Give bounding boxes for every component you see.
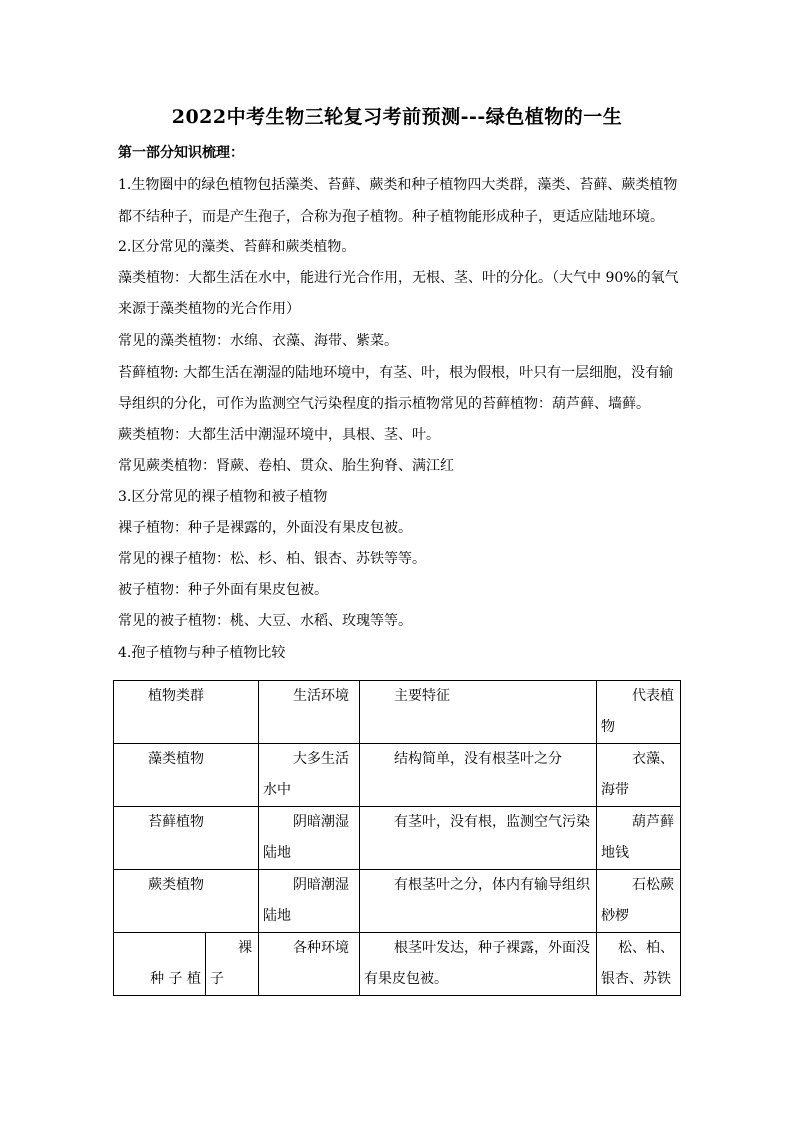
cell-habitat <box>259 744 360 807</box>
cell-group: 苔藓植物 <box>114 807 259 870</box>
header-group-label: 植物类群 <box>148 688 204 704</box>
paragraph-line: 常见的被子植物：桃、大豆、水稻、玫瑰等等。 <box>118 613 412 629</box>
page-title: 2022中考生物三轮复习考前预测---绿色植物的一生 <box>171 106 623 128</box>
paragraph-line: 1.生物圈中的绿色植物包括藻类、苔藓、蕨类和种子植物四大类群，藻类、苔藓、蕨类植物 <box>118 177 678 193</box>
subgroup-line2: 子 <box>210 971 224 987</box>
cell-habitat <box>259 870 360 933</box>
cell-representative <box>597 807 681 870</box>
paragraph-line: 来源于藻类植物的光合作用） <box>118 301 300 317</box>
cell-features: 有茎叶，没有根，监测空气污染 <box>360 807 597 870</box>
subgroup-line1: 裸 <box>238 940 252 956</box>
features-line1: 根茎叶发达，种子裸露，外面没 <box>394 940 590 956</box>
paragraph-line: 都不结种子，而是产生孢子，合称为孢子植物。种子植物能形成种子，更适应陆地环境。 <box>118 209 664 225</box>
paragraph-line: 裸子植物：种子是裸露的，外面没有果皮包被。 <box>118 520 412 536</box>
table-header-row <box>114 681 681 744</box>
cell-group: 蕨类植物 <box>114 870 259 933</box>
rep-line2: 地钱 <box>601 845 629 861</box>
paragraph-line: 藻类植物：大都生活在水中，能进行光合作用，无根、茎、叶的分化。（大气中 90%的氧气 <box>118 270 679 286</box>
cell-features: 有根茎叶之分，体内有输导组织 <box>360 870 597 933</box>
paragraph-line: 4.孢子植物与种子植物比较 <box>118 645 286 661</box>
paragraph-line: 常见的藻类植物：水绵、衣藻、海带、紫菜。 <box>118 333 398 349</box>
habitat-line2: 陆地 <box>263 908 291 924</box>
header-habitat <box>259 681 360 744</box>
section-heading: 第一部分知识梳理： <box>118 145 244 161</box>
features-line2: 有果皮包被。 <box>364 971 448 987</box>
rep-line2: 海带 <box>601 782 629 798</box>
habitat-line1: 阴暗潮湿 <box>293 814 349 830</box>
paragraph-line: 苔藓植物: 大都生活在潮湿的陆地环境中，有茎、叶，根为假根，叶只有一层细胞，没有输 <box>118 365 674 381</box>
rep-line1: 石松蕨 <box>632 877 674 893</box>
table-row <box>114 870 681 933</box>
cell-representative <box>597 933 681 996</box>
rep-line2: 银杏、苏铁 <box>601 971 671 987</box>
habitat-line2: 水中 <box>263 782 291 798</box>
header-features-label: 主要特征 <box>394 688 450 704</box>
paragraph-line: 导组织的分化，可作为监测空气污染程度的指示植物常见的苔藓植物：葫芦藓、墙藓。 <box>118 396 650 412</box>
cell-habitat: 各种环境 <box>259 933 360 996</box>
header-representative <box>597 681 681 744</box>
header-features <box>360 681 597 744</box>
cell-features: 结构简单，没有根茎叶之分 <box>360 744 597 807</box>
cell-features <box>360 933 597 996</box>
cell-representative <box>597 744 681 807</box>
rep-line2: 桫椤 <box>601 908 629 924</box>
cell-habitat <box>259 807 360 870</box>
paragraph-line: 常见的裸子植物：松、杉、柏、银杏、苏铁等等。 <box>118 551 426 567</box>
rep-line1: 衣藻、 <box>632 751 674 767</box>
cell-representative <box>597 870 681 933</box>
table-row <box>114 807 681 870</box>
cell-group-seed: 种 子 植 <box>114 933 206 996</box>
comparison-table <box>113 680 681 996</box>
habitat-line1: 阴暗潮湿 <box>293 877 349 893</box>
header-rep-line2: 物 <box>601 719 615 735</box>
header-habitat-label: 生活环境 <box>293 688 349 704</box>
cell-subgroup <box>206 933 259 996</box>
rep-line1: 松、柏、 <box>618 940 674 956</box>
table-row <box>114 744 681 807</box>
cell-group: 藻类植物 <box>114 744 259 807</box>
paragraph-line: 3.区分常见的裸子植物和被子植物 <box>118 489 328 505</box>
rep-line1: 葫芦藓 <box>632 814 674 830</box>
header-group <box>114 681 259 744</box>
header-rep-line1: 代表植 <box>632 688 674 704</box>
paragraph-line: 常见蕨类植物：肾蕨、卷柏、贯众、胎生狗脊、满江红 <box>118 458 454 474</box>
paragraph-line: 被子植物：种子外面有果皮包被。 <box>118 582 328 598</box>
paragraph-line: 蕨类植物：大都生活中潮湿环境中，具根、茎、叶。 <box>118 427 440 443</box>
habitat-line1: 大多生活 <box>293 751 349 767</box>
table-row <box>114 933 681 996</box>
habitat-line2: 陆地 <box>263 845 291 861</box>
paragraph-line: 2.区分常见的藻类、苔藓和蕨类植物。 <box>118 239 356 255</box>
